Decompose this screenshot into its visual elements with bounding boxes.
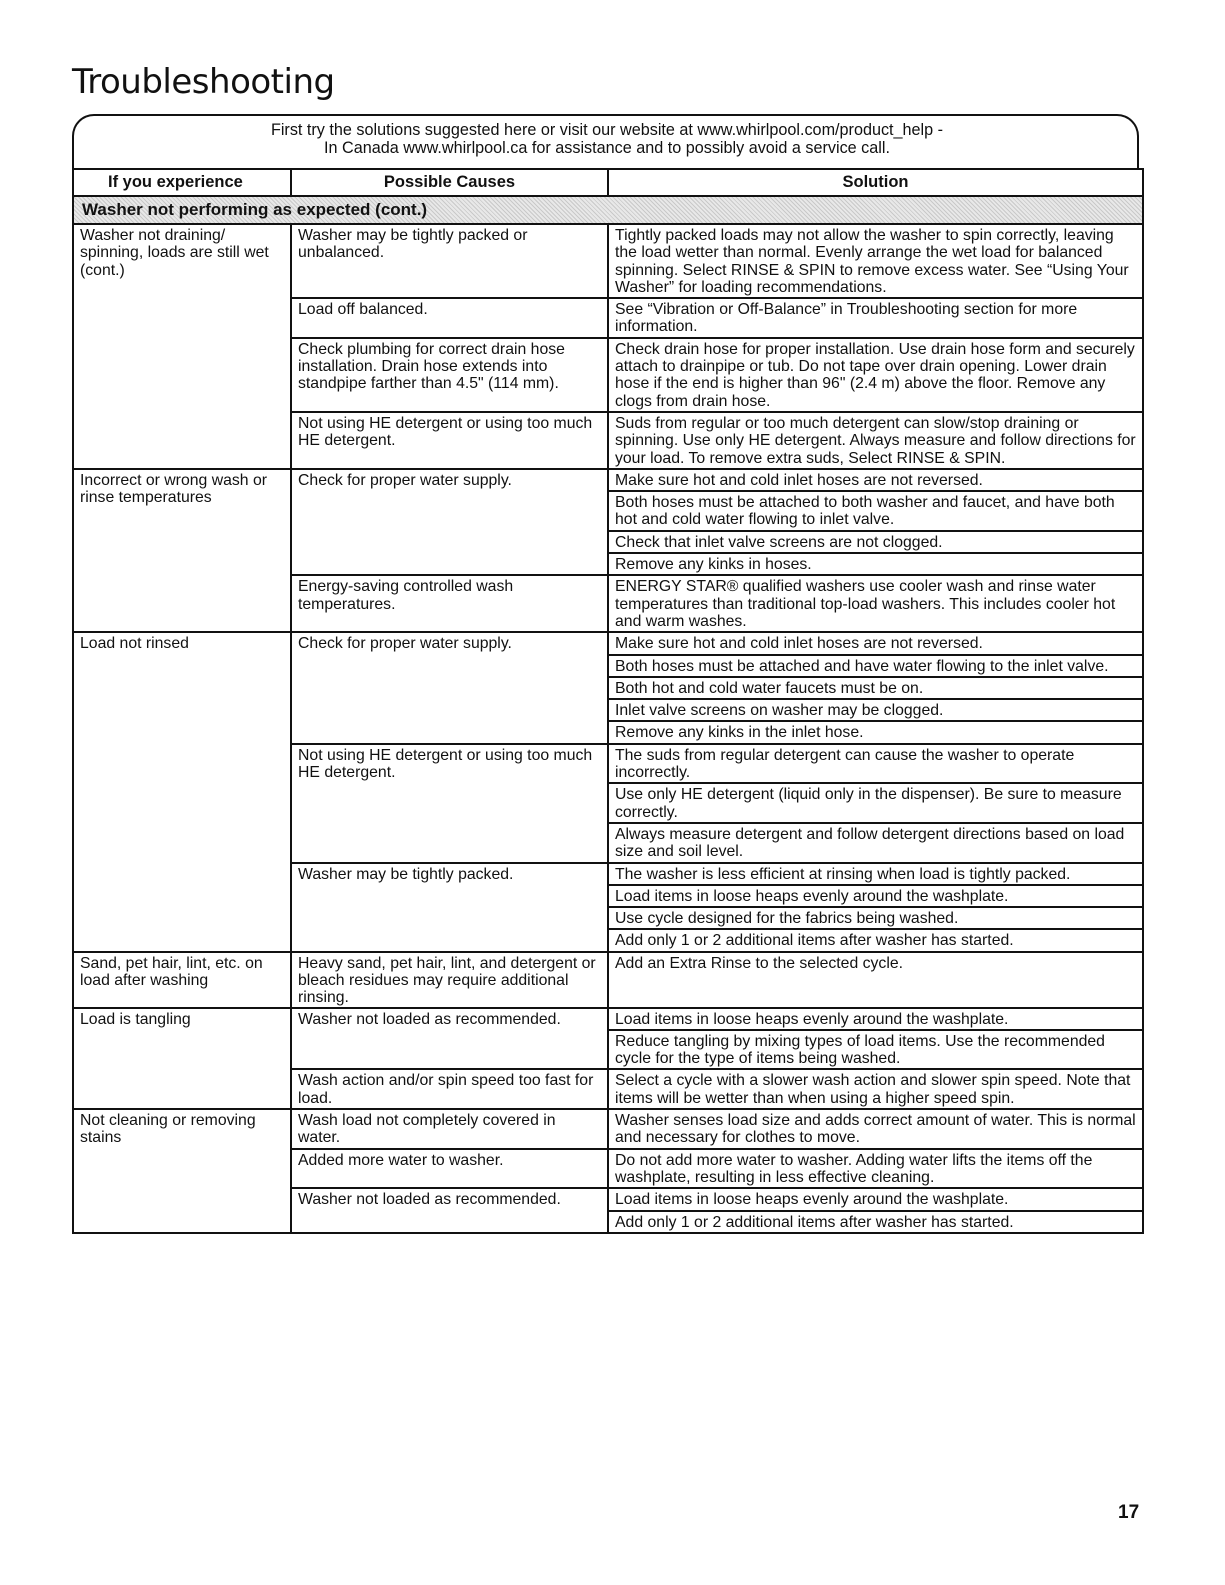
table-header-row [73, 169, 1143, 196]
issue-cell: Load not rinsed [73, 632, 291, 951]
cause-cell: Not using HE detergent or using too much HE detergent. [291, 744, 608, 863]
cause-cell: Added more water to washer. [291, 1149, 608, 1189]
table-row [73, 1109, 1143, 1149]
issue-cell: Not cleaning or removing stains [73, 1109, 291, 1233]
solution-cell: Check that inlet valve screens are not clogged. [608, 531, 1143, 553]
solution-cell: Add only 1 or 2 additional items after washer has started. [608, 929, 1143, 951]
solution-cell: Both hoses must be attached to both washer and faucet, and have both hot and cold water flowing to inlet valve. [608, 491, 1143, 531]
cause-cell: Washer not loaded as recommended. [291, 1188, 608, 1233]
table-row [73, 1008, 1143, 1030]
intro-line-website: First try the solutions suggested here or visit our website at www.whirlpool.com/product_help - [270, 121, 944, 139]
cause-cell: Wash action and/or spin speed too fast for load. [291, 1069, 608, 1109]
section-title: Washer not performing as expected (cont.) [73, 196, 1143, 224]
solution-cell: Use cycle designed for the fabrics being washed. [608, 907, 1143, 929]
section-row [73, 196, 1143, 224]
solution-cell: ENERGY STAR® qualified washers use cooler wash and rinse water temperatures than traditional top-load washers. This includes cooler hot and warm washes. [608, 575, 1143, 632]
solution-cell: Remove any kinks in hoses. [608, 553, 1143, 575]
cause-cell: Check for proper water supply. [291, 632, 608, 743]
solution-cell: Inlet valve screens on washer may be clogged. [608, 699, 1143, 721]
page-number: 17 [1118, 1502, 1140, 1523]
solution-cell: Select a cycle with a slower wash action and slower spin speed. Note that items will be wetter than when using a higher speed spin. [608, 1069, 1143, 1109]
solution-cell: Load items in loose heaps evenly around the washplate. [608, 1008, 1143, 1030]
column-header-experience: If you experience [73, 169, 291, 196]
solution-cell: Suds from regular or too much detergent can slow/stop draining or spinning. Use only HE detergent. Always measure and follow directions for your load. To remove extra suds, Select RINSE & SPIN. [608, 412, 1143, 469]
intro-text [72, 121, 1142, 157]
solution-cell: Both hot and cold water faucets must be on. [608, 677, 1143, 699]
table-row [73, 469, 1143, 491]
column-header-causes: Possible Causes [291, 169, 608, 196]
solution-cell: The suds from regular detergent can cause the washer to operate incorrectly. [608, 744, 1143, 784]
column-header-solution: Solution [608, 169, 1143, 196]
solution-cell: Load items in loose heaps evenly around the washplate. [608, 1188, 1143, 1210]
intro-line-canada: In Canada www.whirlpool.ca for assistance and to possibly avoid a service call. [324, 139, 890, 157]
troubleshooting-table [72, 168, 1144, 1234]
cause-cell: Washer not loaded as recommended. [291, 1008, 608, 1070]
cause-cell: Check for proper water supply. [291, 469, 608, 575]
solution-cell: Both hoses must be attached and have water flowing to the inlet valve. [608, 655, 1143, 677]
table-row [73, 952, 1143, 1008]
solution-cell: Add an Extra Rinse to the selected cycle. [608, 952, 1143, 1008]
cause-cell: Energy-saving controlled wash temperatures. [291, 575, 608, 632]
solution-cell: Use only HE detergent (liquid only in the dispenser). Be sure to measure correctly. [608, 783, 1143, 823]
solution-cell: Make sure hot and cold inlet hoses are not reversed. [608, 632, 1143, 654]
cause-cell: Washer may be tightly packed. [291, 863, 608, 952]
solution-cell: See “Vibration or Off-Balance” in Troubleshooting section for more information. [608, 298, 1143, 338]
solution-cell: Load items in loose heaps evenly around the washplate. [608, 885, 1143, 907]
cause-cell: Washer may be tightly packed or unbalanced. [291, 224, 608, 298]
issue-cell: Incorrect or wrong wash or rinse temperatures [73, 469, 291, 632]
solution-cell: Reduce tangling by mixing types of load items. Use the recommended cycle for the type of items being washed. [608, 1030, 1143, 1070]
solution-cell: Remove any kinks in the inlet hose. [608, 721, 1143, 743]
cause-cell: Not using HE detergent or using too much HE detergent. [291, 412, 608, 469]
issue-cell: Load is tangling [73, 1008, 291, 1109]
solution-cell: Always measure detergent and follow detergent directions based on load size and soil level. [608, 823, 1143, 863]
cause-cell: Load off balanced. [291, 298, 608, 338]
page-title: Troubleshooting [72, 62, 335, 102]
table-row [73, 224, 1143, 298]
solution-cell: Washer senses load size and adds correct amount of water. This is normal and necessary for clothes to move. [608, 1109, 1143, 1149]
issue-cell: Washer not draining/ spinning, loads are still wet (cont.) [73, 224, 291, 469]
solution-cell: Add only 1 or 2 additional items after washer has started. [608, 1211, 1143, 1233]
table-body [73, 196, 1143, 1233]
solution-cell: Check drain hose for proper installation. Use drain hose form and securely attach to drainpipe or tub. Do not tape over drain opening. Lower drain hose if the end is higher than 96" (2.4 m) above the floor. Remove any clogs from drain hose. [608, 338, 1143, 412]
solution-cell: Tightly packed loads may not allow the washer to spin correctly, leaving the load wetter than normal. Evenly arrange the wet load for balanced spinning. Select RINSE & SPIN to remove excess water. See “Using Your Washer” for loading recommendations. [608, 224, 1143, 298]
solution-cell: The washer is less efficient at rinsing when load is tightly packed. [608, 863, 1143, 885]
cause-cell: Check plumbing for correct drain hose installation. Drain hose extends into standpipe farther than 4.5" (114 mm). [291, 338, 608, 412]
table-row [73, 632, 1143, 654]
cause-cell: Heavy sand, pet hair, lint, and detergent or bleach residues may require additional rinsing. [291, 952, 608, 1008]
solution-cell: Do not add more water to washer. Adding water lifts the items off the washplate, resulting in less effective cleaning. [608, 1149, 1143, 1189]
solution-cell: Make sure hot and cold inlet hoses are not reversed. [608, 469, 1143, 491]
issue-cell: Sand, pet hair, lint, etc. on load after washing [73, 952, 291, 1008]
cause-cell: Wash load not completely covered in water. [291, 1109, 608, 1149]
